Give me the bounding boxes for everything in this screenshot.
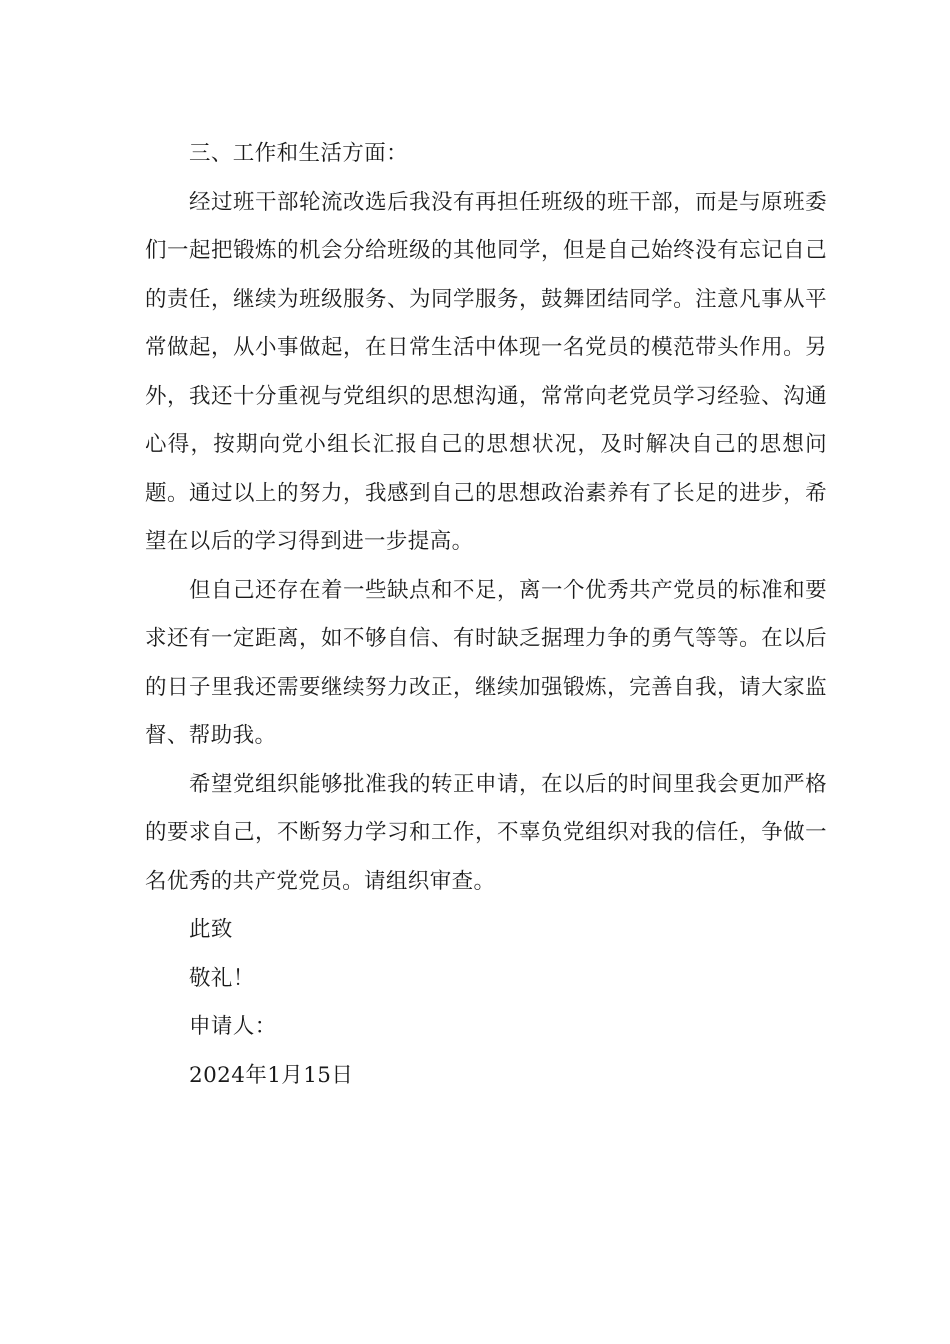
closing-respect: 敬礼！ <box>189 965 255 991</box>
section-heading: 三、工作和生活方面： <box>189 141 409 166</box>
paragraph-request: 希望党组织能够批准我的转正申请，在以后的时间里我会更加严格的要求自己，不断努力学习和工作，不辜负党组织对我的信任，争做一名优秀的共产党党员。请组织审查。 <box>145 771 827 894</box>
paragraph-shortcomings: 但自己还存在着一些缺点和不足，离一个优秀共产党员的标准和要求还有一定距离，如不够自信、有时缺乏据理力争的勇气等等。在以后的日子里我还需要继续努力改正，继续加强锻炼，完善自我，请大家监督、帮助我。 <box>145 577 827 748</box>
closing-salutation: 此致 <box>189 917 233 942</box>
document-body <box>145 130 827 1100</box>
signature-date: 2024年1月15日 <box>189 1062 354 1088</box>
paragraph-work-life: 经过班干部轮流改选后我没有再担任班级的班干部，而是与原班委们一起把锻炼的机会分给班级的其他同学，但是自己始终没有忘记自己的责任，继续为班级服务、为同学服务，鼓舞团结同学。注意凡事从平常做起，从小事做起，在日常生活中体现一名党员的模范带头作用。另外，我还十分重视与党组织的思想沟通，常常向老党员学习经验、沟通心得，按期向党小组长汇报自己的思想状况，及时解决自己的思想问题。通过以上的努力，我感到自己的思想政治素养有了长足的进步，希望在以后的学习得到进一步提高。 <box>145 189 827 554</box>
applicant-label: 申请人： <box>189 1014 277 1039</box>
